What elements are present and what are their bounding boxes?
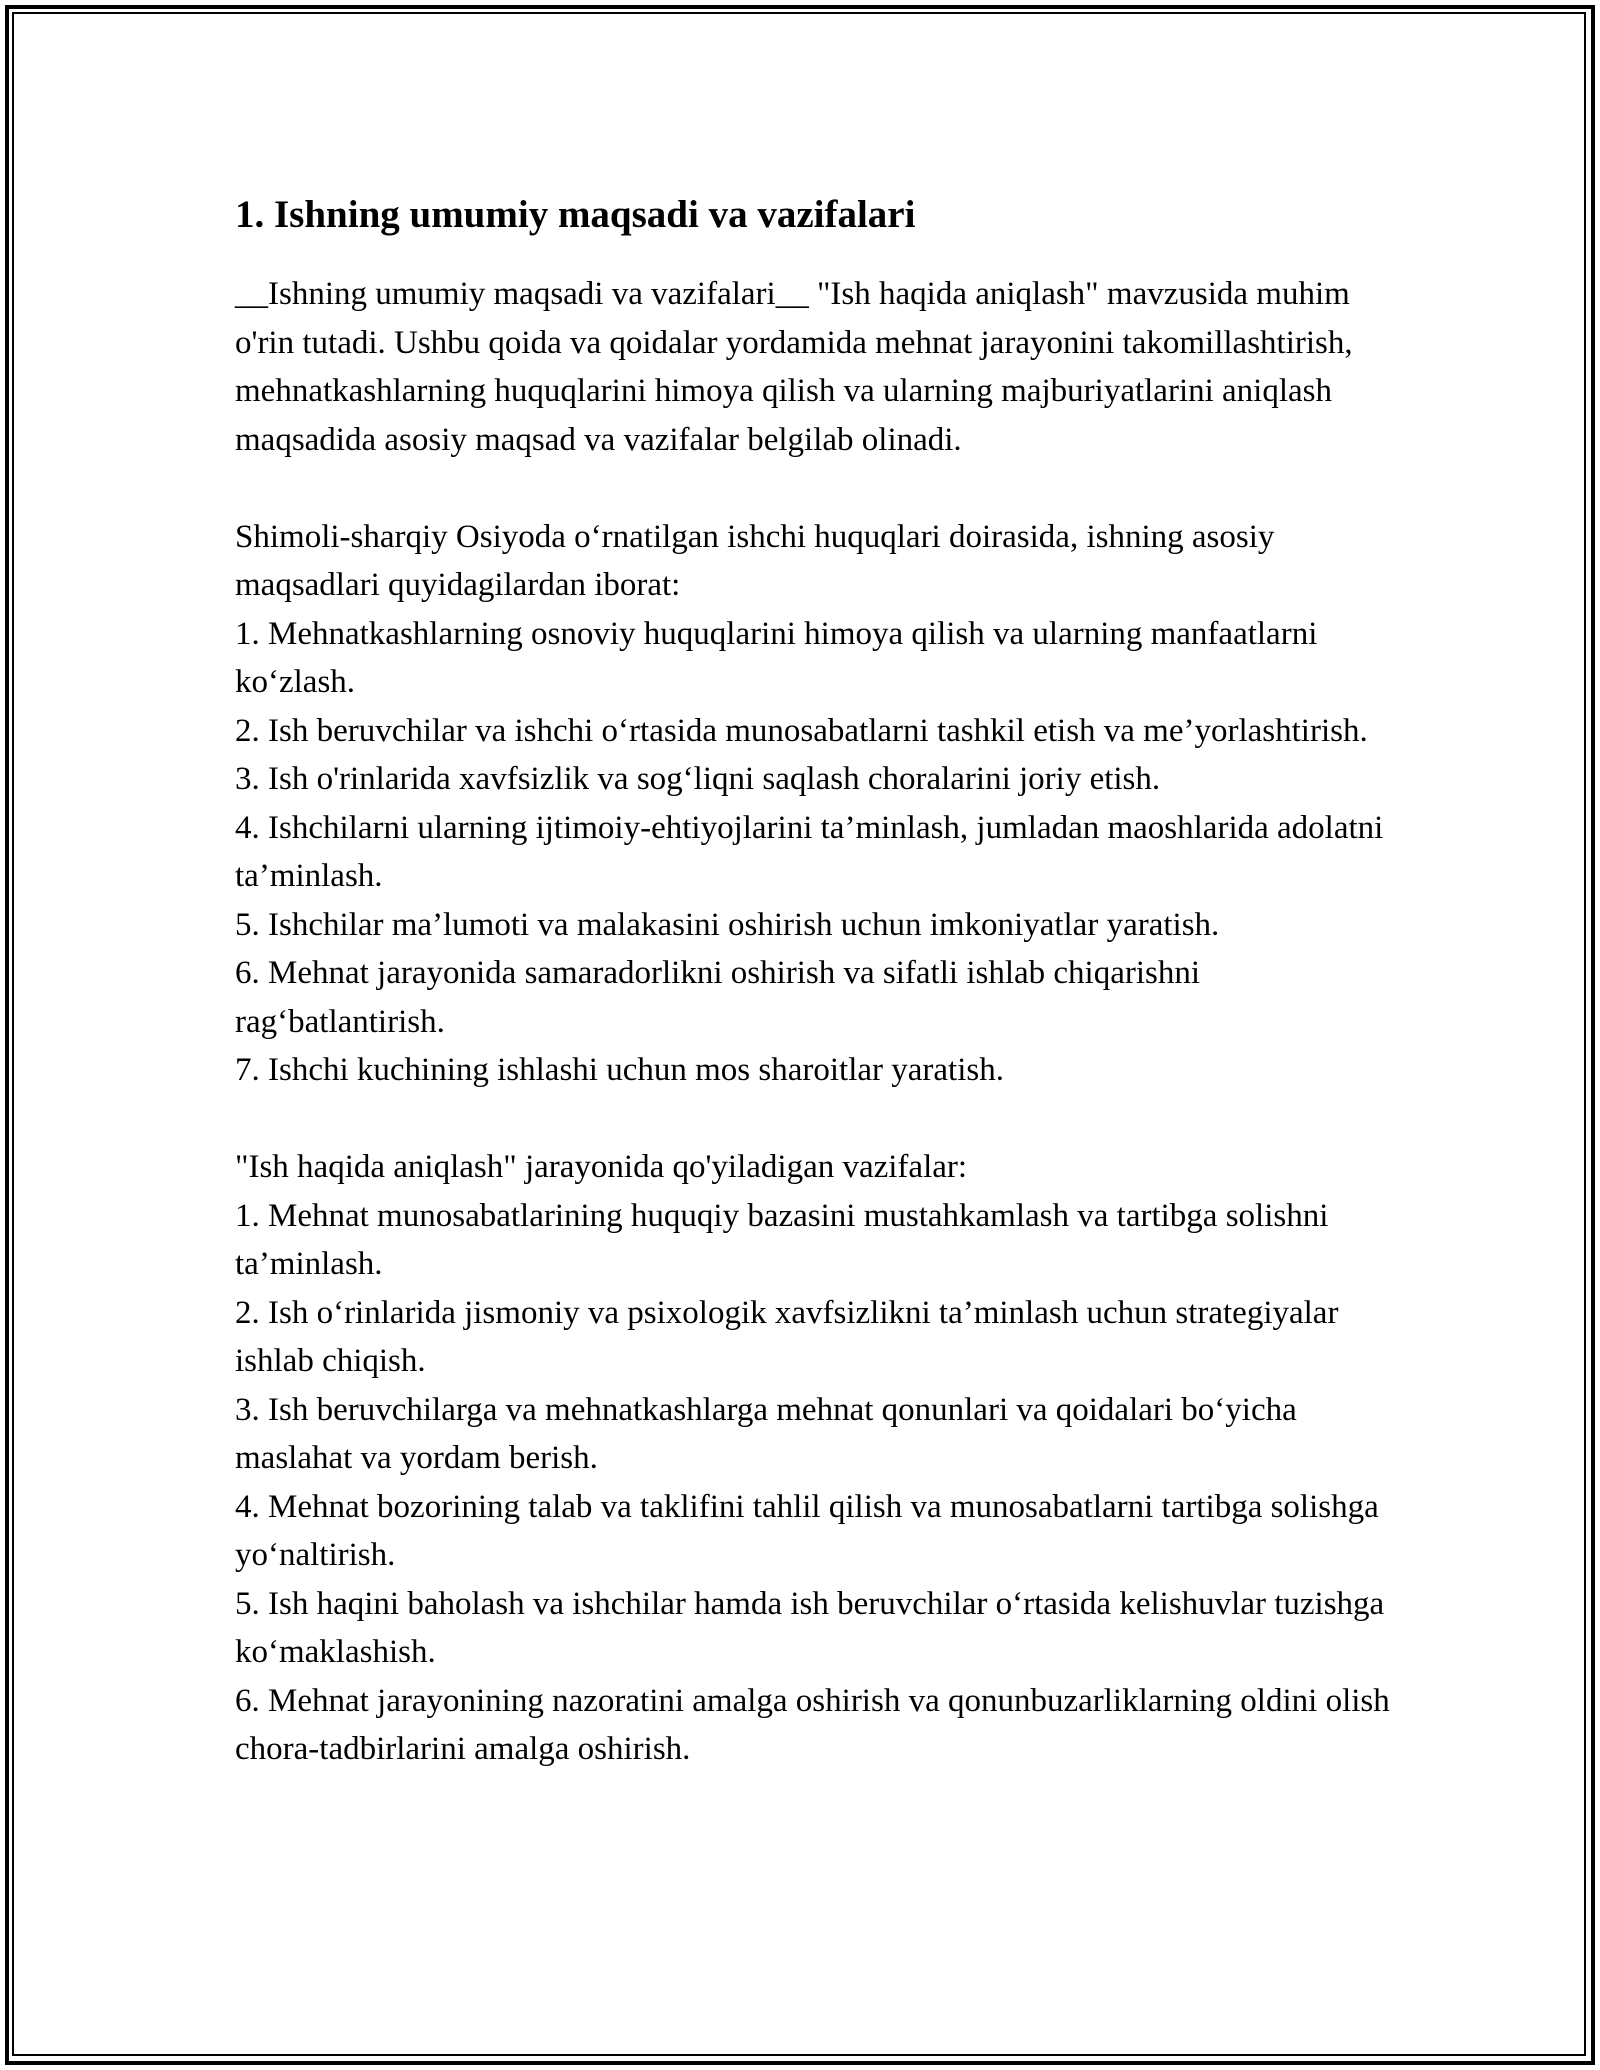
- goal-item: 4. Ishchilarni ularning ijtimoiy-ehtiyojlarini ta’minlash, jumladan maoshlarida adolatni ta’minlash.: [235, 809, 1384, 894]
- task-item: 3. Ish beruvchilarga va mehnatkashlarga mehnat qonunlari va qoidalari boʻyicha maslahat va yordam berish.: [235, 1391, 1297, 1476]
- goal-item: 1. Mehnatkashlarning osnoviy huquqlarini himoya qilish va ularning manfaatlarni koʻzlash.: [235, 615, 1318, 700]
- paragraph-spacer: [235, 464, 1395, 513]
- task-item: 4. Mehnat bozorining talab va taklifini tahlil qilish va munosabatlarni tartibga solishga yoʻnaltirish.: [235, 1488, 1379, 1573]
- goal-item: 6. Mehnat jarayonida samaradorlikni oshirish va sifatli ishlab chiqarishni ragʻbatlantirish.: [235, 955, 1201, 1040]
- document-body: [235, 190, 1395, 1774]
- tasks-intro: "Ish haqida aniqlash" jarayonida qo'yiladigan vazifalar:: [235, 1149, 968, 1185]
- goal-item: 5. Ishchilar ma’lumoti va malakasini oshirish uchun imkoniyatlar yaratish.: [235, 906, 1220, 943]
- goal-item: 7. Ishchi kuchining ishlashi uchun mos sharoitlar yaratish.: [235, 1052, 1004, 1088]
- task-item: 5. Ish haqini baholash va ishchilar hamda ish beruvchilar oʻrtasida kelishuvlar tuzishga koʻmaklashish.: [235, 1585, 1385, 1670]
- task-item: 1. Mehnat munosabatlarining huquqiy bazasini mustahkamlash va tartibga solishni ta’minlash.: [235, 1197, 1329, 1282]
- intro-paragraph: __Ishning umumiy maqsadi va vazifalari__ "Ish haqida aniqlash" mavzusida muhim o'rin tutadi. Ushbu qoida va qoidalar yordamida mehnat jarayonini takomillashtirish, mehnatkashlarning huquqlarini himoya qilish va ularning majburiyatlarini aniqlash maqsadida asosiy maqsad va vazifalar belgilab olinadi.: [235, 276, 1353, 458]
- task-item: 2. Ish oʻrinlarida jismoniy va psixologik xavfsizlikni ta’minlash uchun strategiyalar ishlab chiqish.: [235, 1294, 1339, 1379]
- section-heading: 1. Ishning umumiy maqsadi va vazifalari: [235, 193, 916, 236]
- goal-item: 2. Ish beruvchilar va ishchi oʻrtasida munosabatlarni tashkil etish va me’yorlashtirish.: [235, 712, 1368, 749]
- goals-intro: Shimoli-sharqiy Osiyoda oʻrnatilgan ishchi huquqlari doirasida, ishning asosiy maqsadlari quyidagilardan iborat:: [235, 518, 1275, 603]
- task-item: 6. Mehnat jarayonining nazoratini amalga oshirish va qonunbuzarliklarning oldini olish chora-tadbirlarini amalga oshirish.: [235, 1682, 1390, 1767]
- paragraph-spacer: [235, 1095, 1395, 1144]
- goal-item: 3. Ish o'rinlarida xavfsizlik va sogʻliqni saqlash choralarini joriy etish.: [235, 761, 1161, 797]
